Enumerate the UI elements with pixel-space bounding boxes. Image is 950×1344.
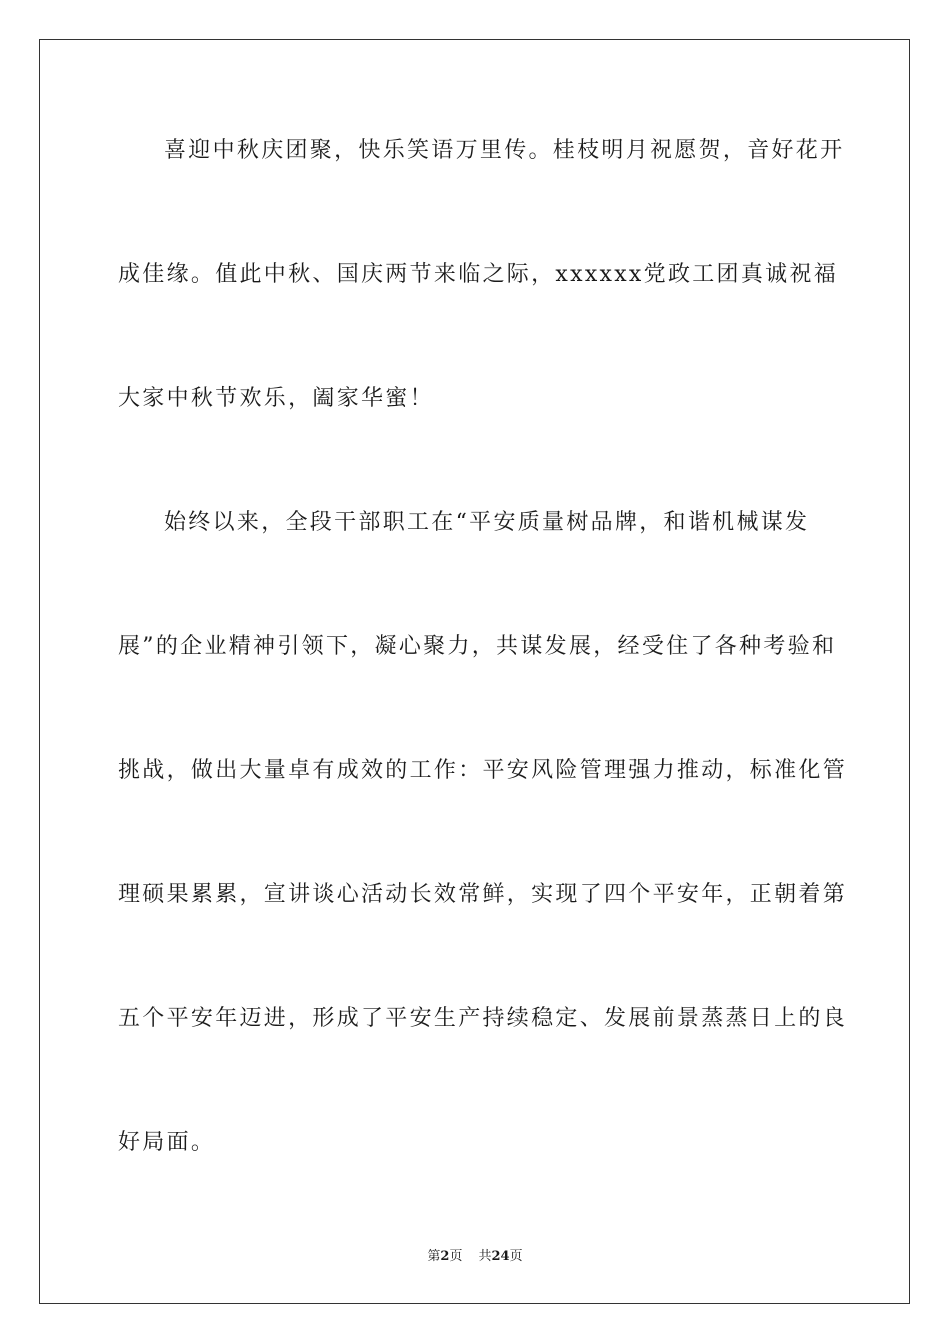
paragraph-1-line-3: 大家中秋节欢乐，阖家华蜜！ [118, 386, 434, 411]
page-number: 2 [440, 1249, 450, 1264]
total-suffix: 页 [509, 1249, 523, 1264]
page-prefix: 第 [427, 1249, 441, 1264]
page-suffix: 页 [449, 1249, 463, 1264]
paragraph-2-line-6: 好局面。 [118, 1130, 216, 1155]
paragraph-2-line-4: 理硕果累累，宣讲谈心活动长效常鲜，实现了四个平安年，正朝着第 [118, 882, 848, 907]
total-pages: 24 [491, 1249, 510, 1264]
paragraph-1-line-2: 成佳缘。值此中秋、国庆两节来临之际，xxxxxx党政工团真诚祝福 [118, 262, 839, 287]
page-footer [0, 1248, 950, 1266]
page-frame [39, 39, 910, 1304]
paragraph-2-line-2: 展”的企业精神引领下，凝心聚力，共谋发展，经受住了各种考验和 [118, 634, 837, 659]
paragraph-2-line-3: 挑战，做出大量卓有成效的工作：平安风险管理强力推动，标准化管 [118, 758, 848, 783]
paragraph-1-line-1: 喜迎中秋庆团聚，快乐笑语万里传。桂枝明月祝愿贺，音好花开 [164, 138, 845, 163]
paragraph-2-line-5: 五个平安年迈进，形成了平安生产持续稳定、发展前景蒸蒸日上的良 [118, 1006, 848, 1031]
paragraph-2-line-1: 始终以来，全段干部职工在“平安质量树品牌，和谐机械谋发 [164, 510, 810, 535]
total-prefix: 共 [478, 1249, 492, 1264]
